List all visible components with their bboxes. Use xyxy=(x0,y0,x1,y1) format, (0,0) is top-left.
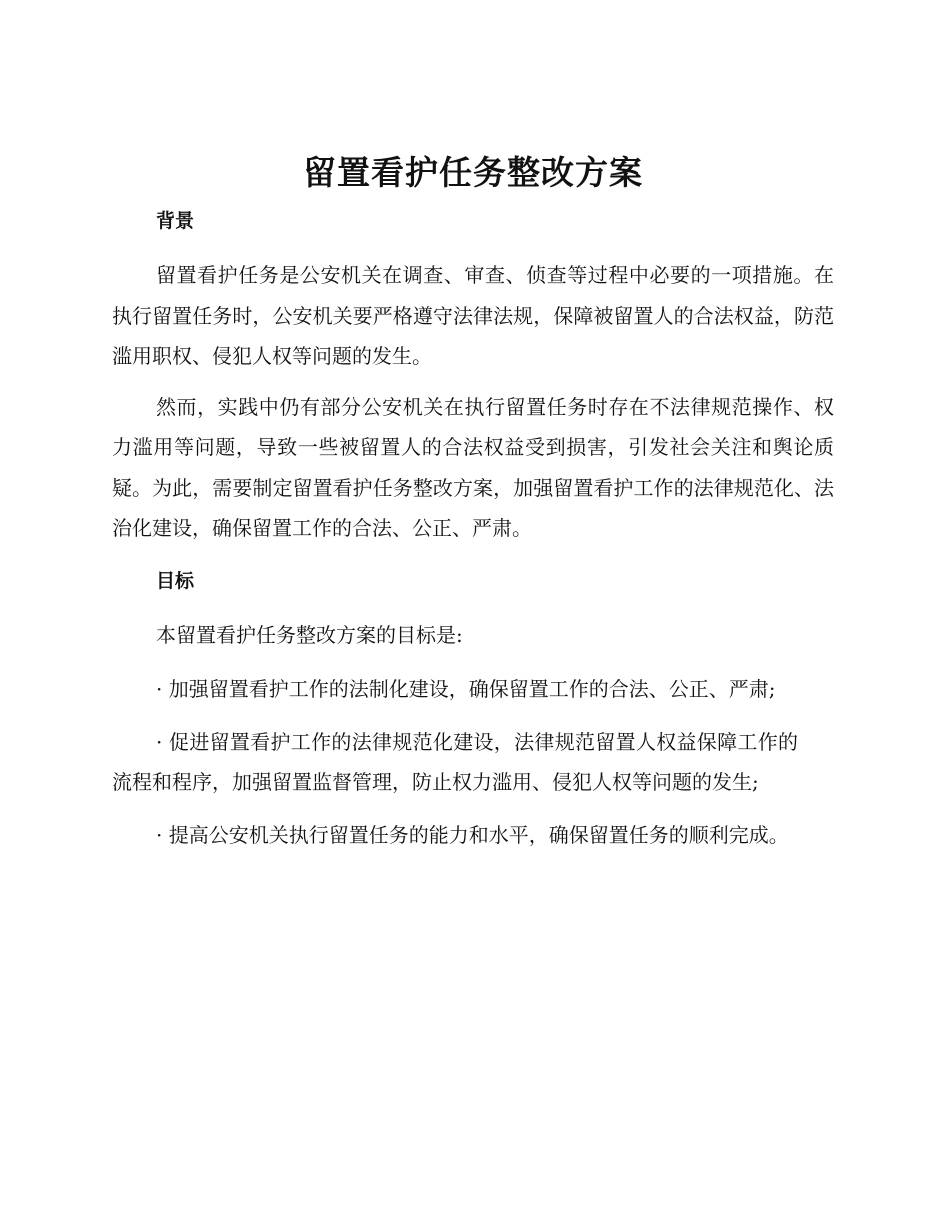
background-paragraph-1: 留置看护任务是公安机关在调查、审查、侦查等过程中必要的一项措施。在执行留置任务时，公安机关要严格遵守法律法规，保障被留置人的合法权益，防范滥用职权、侵犯人权等问题的发生。 xyxy=(112,263,834,368)
section-heading-goals: 目标 xyxy=(156,569,195,592)
goal-bullet-3: · 提高公安机关执行留置任务的能力和水平，确保留置任务的顺利完成。 xyxy=(156,822,789,847)
document-title: 留置看护任务整改方案 xyxy=(303,153,643,192)
section-heading-background: 背景 xyxy=(156,210,195,232)
background-paragraph-2: 然而，实践中仍有部分公安机关在执行留置任务时存在不法律规范操作、权力滥用等问题，导致一些被留置人的合法权益受到损害，引发社会关注和舆论质疑。为此，需要制定留置看护任务整改方案，加强留置看护工作的法律规范化、法治化建设，确保留置工作的合法、公正、严肃。 xyxy=(112,394,834,540)
goals-intro: 本留置看护任务整改方案的目标是: xyxy=(156,622,463,647)
goal-bullet-1: · 加强留置看护工作的法制化建设，确保留置工作的合法、公正、严肃; xyxy=(156,677,776,701)
goal-bullet-2: · 促进留置看护工作的法律规范化建设，法律规范留置人权益保障工作的流程和程序，加强留置监督管理，防止权力滥用、侵犯人权等问题的发生; xyxy=(112,729,798,794)
document-page xyxy=(112,145,834,855)
